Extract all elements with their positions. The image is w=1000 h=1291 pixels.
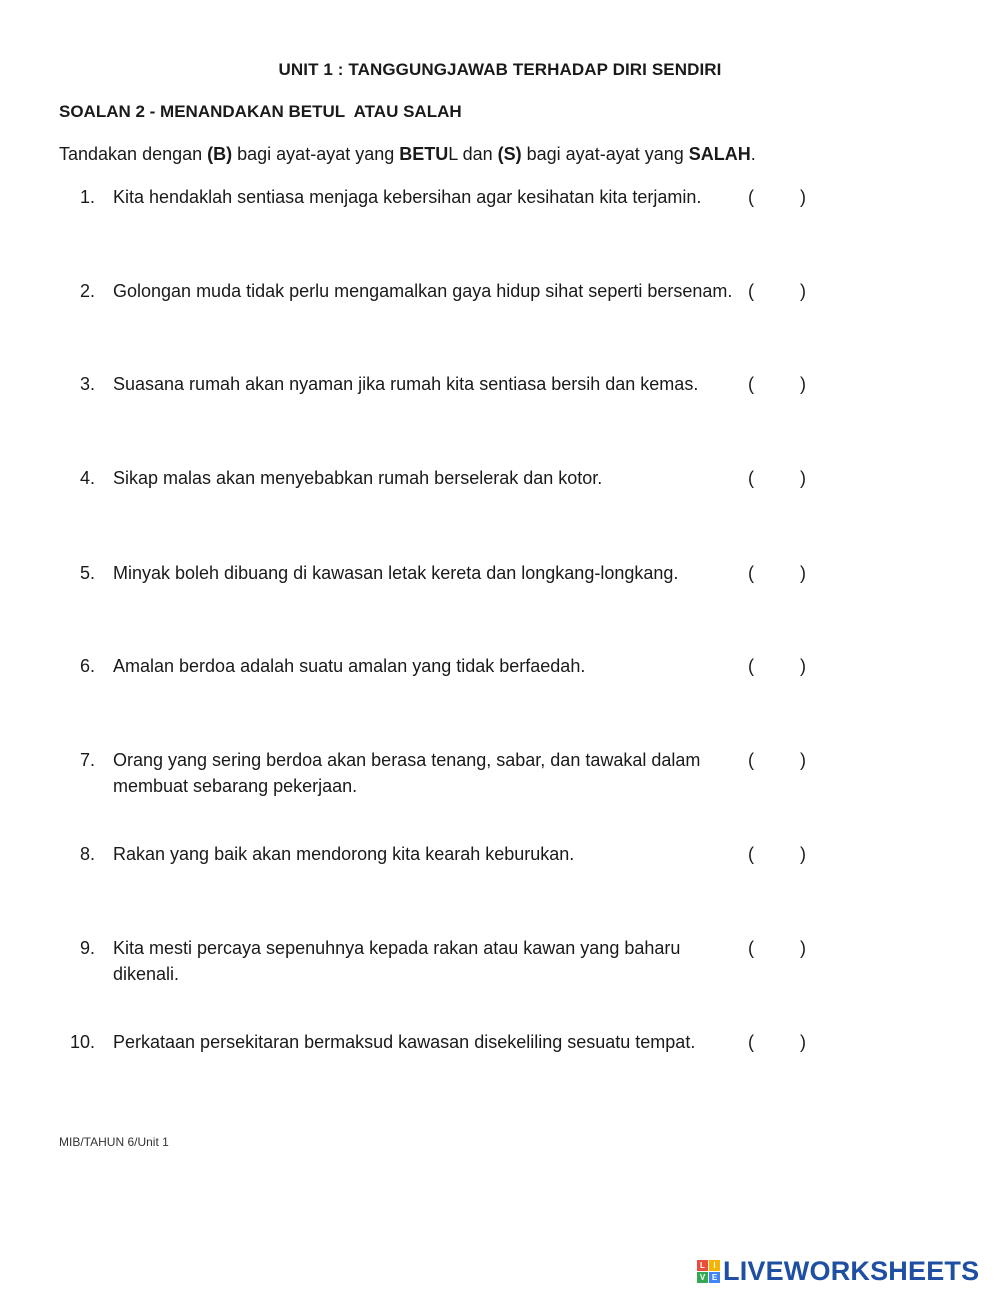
- open-bracket: (: [748, 1032, 754, 1052]
- open-bracket: (: [748, 938, 754, 958]
- close-bracket: ): [800, 187, 806, 207]
- close-bracket: ): [800, 656, 806, 676]
- close-bracket: ): [800, 281, 806, 301]
- open-bracket: (: [748, 844, 754, 864]
- question-number: 2.: [79, 281, 95, 301]
- close-bracket: ): [800, 468, 806, 488]
- question-text: Sikap malas akan menyebabkan rumah berselerak dan kotor.: [113, 468, 603, 488]
- question-number: 9.: [79, 938, 95, 958]
- question-text: Suasana rumah akan nyaman jika rumah kita sentiasa bersih dan kemas.: [113, 374, 699, 394]
- logo-letter-tile: L: [697, 1260, 708, 1271]
- answer-blank[interactable]: [748, 841, 806, 867]
- answer-blank[interactable]: [748, 560, 806, 586]
- liveworksheets-wordmark: LIVEWORKSHEETS: [723, 1256, 980, 1286]
- question-number: 5.: [79, 563, 95, 583]
- instruction-text: Tandakan dengan (B) bagi ayat-ayat yang BETUL dan (S) bagi ayat-ayat yang SALAH.: [59, 144, 756, 164]
- question-text: Kita hendaklah sentiasa menjaga kebersihan agar kesihatan kita terjamin.: [113, 187, 702, 207]
- close-bracket: ): [800, 844, 806, 864]
- question-number: 4.: [79, 468, 95, 488]
- open-bracket: (: [748, 563, 754, 583]
- logo-letter-tile: I: [709, 1260, 720, 1271]
- question-text: Perkataan persekitaran bermaksud kawasan disekeliling sesuatu tempat.: [113, 1032, 696, 1052]
- answer-blank[interactable]: [748, 935, 806, 961]
- section-heading: SOALAN 2 - MENANDAKAN BETUL ATAU SALAH: [59, 102, 462, 121]
- close-bracket: ): [800, 1032, 806, 1052]
- logo-letter-tile: V: [697, 1272, 708, 1283]
- question-text: Golongan muda tidak perlu mengamalkan gaya hidup sihat seperti bersenam.: [113, 281, 733, 301]
- open-bracket: (: [748, 281, 754, 301]
- open-bracket: (: [748, 750, 754, 770]
- close-bracket: ): [800, 374, 806, 394]
- liveworksheets-logo[interactable]: [697, 1256, 979, 1287]
- question-number: 8.: [79, 844, 95, 864]
- answer-blank[interactable]: [748, 184, 806, 210]
- open-bracket: (: [748, 656, 754, 676]
- answer-blank[interactable]: [748, 278, 806, 304]
- open-bracket: (: [748, 187, 754, 207]
- answer-blank[interactable]: [748, 371, 806, 397]
- question-number: 7.: [79, 750, 95, 770]
- question-number: 6.: [79, 656, 95, 676]
- answer-blank[interactable]: [748, 465, 806, 491]
- page-title: UNIT 1 : TANGGUNGJAWAB TERHADAP DIRI SENDIRI: [278, 60, 722, 79]
- answer-blank[interactable]: [748, 653, 806, 679]
- question-text: Minyak boleh dibuang di kawasan letak kereta dan longkang-longkang.: [113, 563, 679, 583]
- open-bracket: (: [748, 468, 754, 488]
- logo-letter-tile: E: [709, 1272, 720, 1283]
- question-text: Amalan berdoa adalah suatu amalan yang tidak berfaedah.: [113, 656, 586, 676]
- question-text: Kita mesti percaya sepenuhnya kepada rakan atau kawan yang baharu dikenali.: [113, 938, 681, 984]
- liveworksheets-logo-icon: [697, 1260, 720, 1283]
- close-bracket: ): [800, 563, 806, 583]
- question-number: 3.: [79, 374, 95, 394]
- answer-blank[interactable]: [748, 747, 806, 773]
- open-bracket: (: [748, 374, 754, 394]
- answer-blank[interactable]: [748, 1029, 806, 1055]
- footer-code: MIB/TAHUN 6/Unit 1: [59, 1135, 169, 1149]
- question-number: 1.: [79, 187, 95, 207]
- question-number: 10.: [69, 1032, 95, 1052]
- question-text: Rakan yang baik akan mendorong kita kearah keburukan.: [113, 844, 575, 864]
- question-text: Orang yang sering berdoa akan berasa tenang, sabar, dan tawakal dalam membuat sebarang pekerjaan.: [113, 750, 701, 796]
- close-bracket: ): [800, 750, 806, 770]
- close-bracket: ): [800, 938, 806, 958]
